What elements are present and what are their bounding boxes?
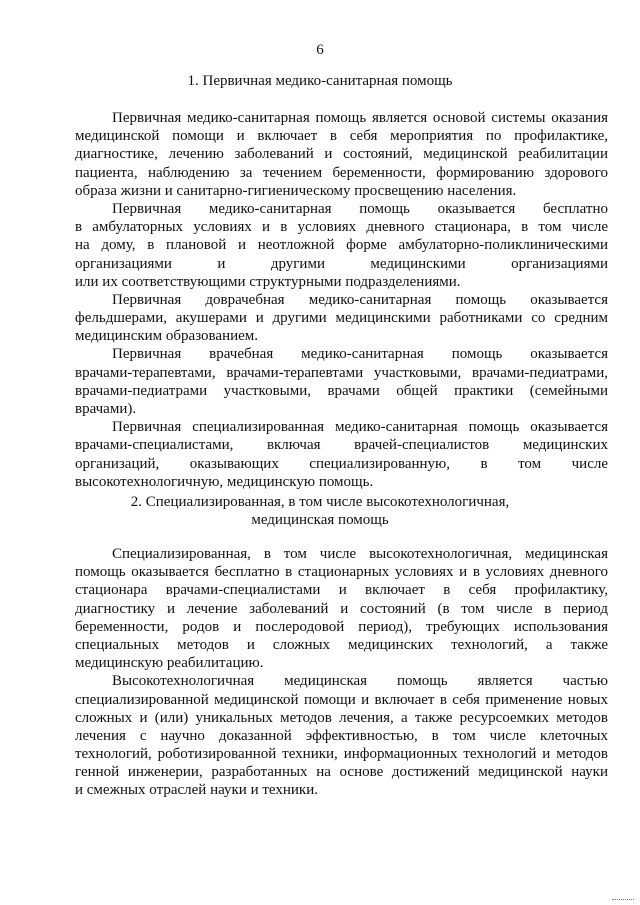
text-line: Первичная медико-санитарная помощь является основой системы оказания bbox=[112, 110, 608, 126]
paragraph bbox=[75, 545, 608, 672]
text-line: медицинской помощи и включает в себя мероприятия по профилактике, bbox=[75, 128, 608, 145]
section-2-body bbox=[75, 545, 608, 800]
text-line: фельдшерами, акушерами и другими медицинскими работниками со средним bbox=[75, 310, 608, 327]
text-line: технологий, роботизированной техники, информационных технологий и методов bbox=[75, 746, 608, 763]
text-line: врачами). bbox=[75, 401, 137, 417]
text-line: стационара врачами-специалистами и включает в себя профилактику, bbox=[75, 582, 608, 599]
text-line: беременности, родов и послеродовой период), требующих использования bbox=[75, 618, 608, 635]
text-line: помощь оказывается бесплатно в стационарных условиях и в условиях дневного bbox=[75, 564, 608, 581]
section-2-heading-line-1: 2. Специализированная, в том числе высокотехнологичная, bbox=[130, 494, 510, 510]
text-line: Первичная доврачебная медико-санитарная помощь оказывается bbox=[112, 291, 608, 308]
text-line: врачами-терапевтами, врачами-терапевтами участковыми, врачами-педиатрами, bbox=[75, 364, 608, 381]
paragraph bbox=[75, 672, 608, 799]
text-line: диагностике, лечению заболеваний и состояний, медицинской реабилитации bbox=[75, 146, 608, 163]
text-line: специализированной медицинской помощи и включает в себя применение новых bbox=[75, 691, 608, 708]
text-line: образа жизни и санитарно-гигиеническому просвещению населения. bbox=[75, 182, 517, 199]
text-line: в амбулаторных условиях и в условиях дневного стационара, в том числе bbox=[75, 219, 608, 236]
page-number: 6 bbox=[316, 42, 324, 58]
section-1-body bbox=[75, 109, 608, 491]
text-line: Первичная врачебная медико-санитарная помощь оказывается bbox=[112, 346, 608, 363]
paragraph bbox=[75, 418, 608, 491]
section-1-heading: 1. Первичная медико-санитарная помощь bbox=[187, 73, 453, 89]
text-line: врачами-специалистами, включая врачей-специалистов медицинских bbox=[75, 437, 608, 454]
text-line: высокотехнологичную, медицинскую помощь. bbox=[75, 473, 374, 490]
text-line: Первичная медико-санитарная помощь оказывается бесплатно bbox=[112, 200, 608, 217]
text-line: Высокотехнологичная медицинская помощь является частью bbox=[112, 673, 608, 690]
paragraph bbox=[75, 200, 608, 291]
text-line: врачами-педиатрами участковыми, врачами общей практики (семейными bbox=[75, 382, 608, 399]
text-line: организациями и другими медицинскими организациями bbox=[75, 255, 608, 272]
text-line: на дому, в плановой и неотложной форме амбулаторно-поликлиническими bbox=[75, 237, 608, 254]
section-2-heading-line-2: медицинская помощь bbox=[251, 512, 389, 528]
text-line: медицинскую реабилитацию. bbox=[75, 655, 264, 672]
text-line: лечения с научно доказанной эффективностью, в том числе клеточных bbox=[75, 727, 608, 744]
text-line: сложных и (или) уникальных методов лечения, а также ресурсоемких методов bbox=[75, 709, 608, 726]
paragraph bbox=[75, 345, 608, 418]
text-line: диагностику и лечение заболеваний и состояний (в том числе в период bbox=[75, 600, 608, 617]
scan-edge-mark bbox=[612, 899, 634, 902]
text-line: Первичная специализированная медико-санитарная помощь оказывается bbox=[112, 419, 608, 436]
text-line: пациента, наблюдению за течением беременности, формированию здорового bbox=[75, 164, 608, 181]
text-line: организаций, оказывающих специализированную, в том числе bbox=[75, 455, 608, 472]
text-line: и смежных отраслей науки и техники. bbox=[75, 782, 318, 799]
paragraph bbox=[75, 109, 608, 200]
text-line: специальных методов и сложных медицинских технологий, а также bbox=[75, 636, 608, 653]
text-line: Специализированная, в том числе высокотехнологичная, медицинская bbox=[112, 546, 608, 562]
text-line: генной инженерии, разработанных на основе достижений медицинской науки bbox=[75, 764, 608, 781]
paragraph bbox=[75, 291, 608, 346]
text-line: медицинским образованием. bbox=[75, 328, 259, 345]
text-line: или их соответствующими структурными подразделениями. bbox=[75, 273, 461, 290]
